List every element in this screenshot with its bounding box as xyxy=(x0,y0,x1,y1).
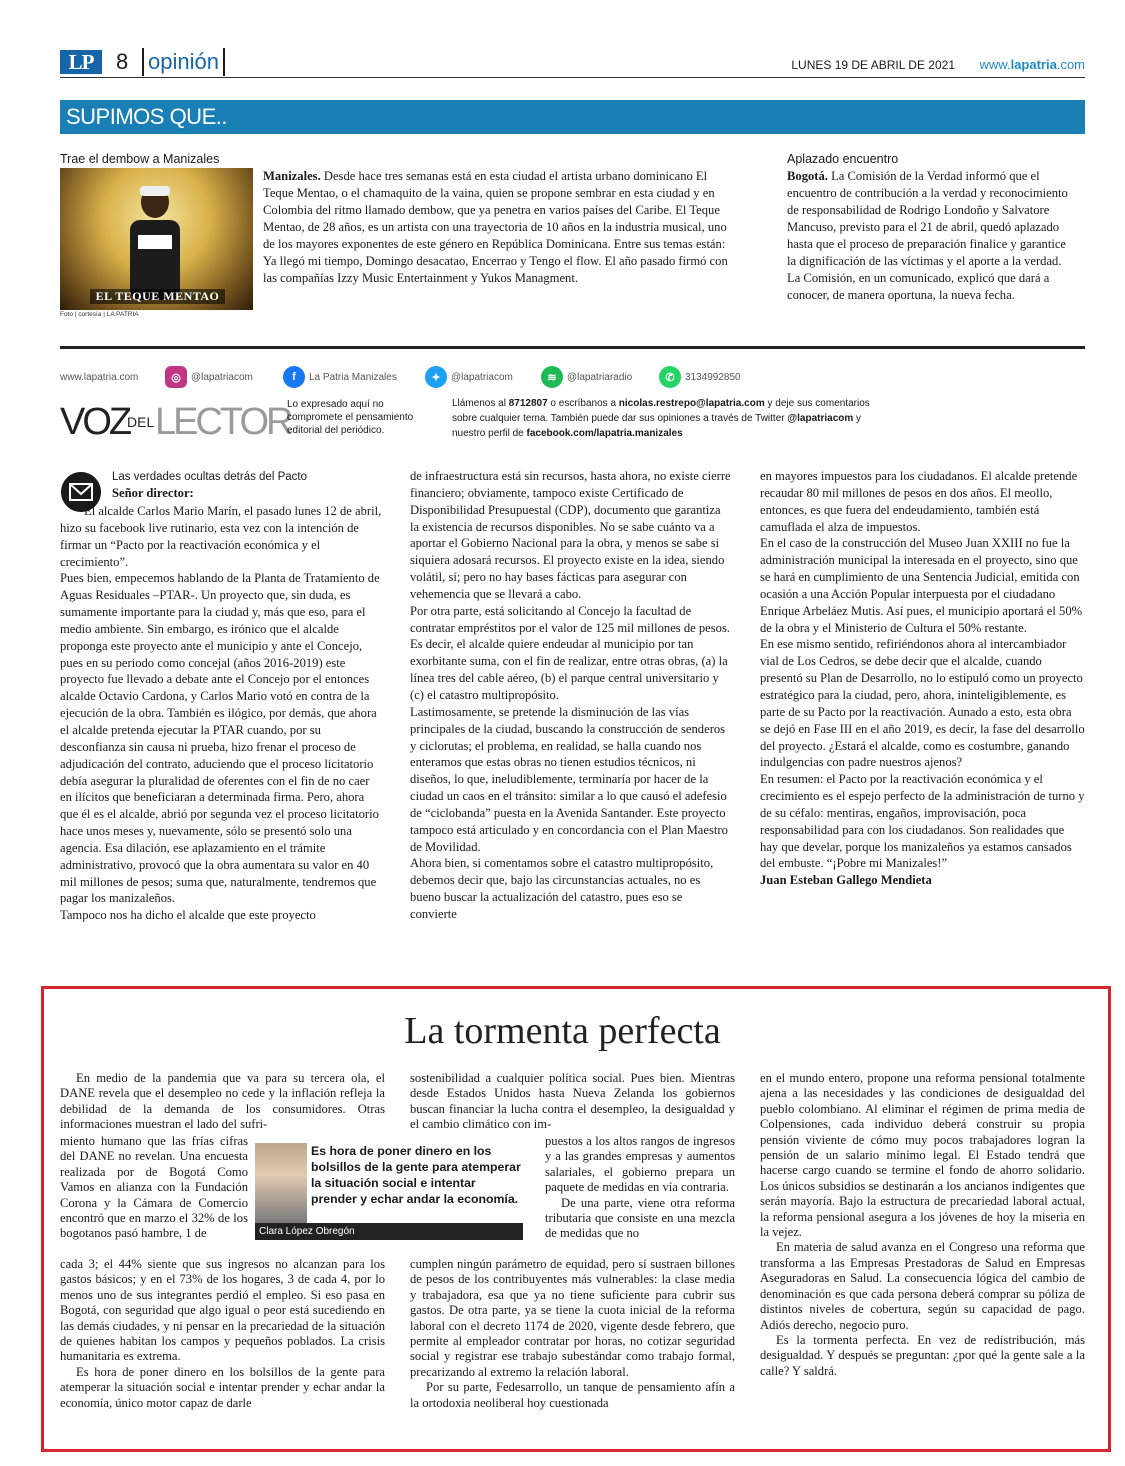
column-text: miento humano que las frías cifras del DANE no revelan. Una encuesta realizada por de Bogotá Como Vamos en alianza con la Fundación Corona y la Cámara de Comercio encontró que en marzo el 32% de los bogotanos pasó hambre, 1 de xyxy=(60,1134,248,1241)
brief-body: Bogotá. La Comisión de la Verdad informó que el encuentro de contribución a la verdad y reconocimiento de responsabilidad de Rodrigo Londoño y Salvatore Mancuso, previsto para el 21 de abril, quedó aplazado hasta que el proceso de preparación finalice y garantice la dignificación de las víctimas y el aporte a la verdad. La Comisión, en un comunicado, explicó que dará a conocer, de manera oportuna, la nueva fecha. xyxy=(787,169,1068,302)
letter-salutation: Señor director: xyxy=(112,486,194,500)
column-title: La tormenta perfecta xyxy=(404,1010,721,1052)
facebook-link[interactable]: facebook.com/lapatria.manizales xyxy=(526,428,683,439)
column-text: en el mundo entero, propone una reforma pensional totalmente ajena a las necesidades y las condiciones de desigualdad del pueblo colombiano. Al eliminar el régimen de prima media de Colpensiones, cada individuo deberá construir su propia pensión viviente de cómo muy pocos trabajadores logran la pensión de un salario mínimo legal. El Estado tendrá que hacerse cargo cuando se termine el fondo de ahorro solidario. Los únicos subsidios se destinarán a los ancianos indigentes que serán mayoría. Bajo la estructura de precariedad laboral actual, la reforma pensional asegura a los jóvenes de hoy la miseria en la vejez. En materia de salud avanza en el Congreso una reforma que transforma a las Empresas Prestadoras de Salud en Empresas Aseguradoras en Salud. La consecuencia lógica del cambio de denominación es que cada persona deberá comprar su póliza de distintos niveles de cobertura, según su capacidad de pago. Adiós derecho, negocio puro. Es la tormenta perfecta. En vez de redistribución, más desigualdad. Y después se preguntan: ¿por qué la gente sale a la calle? Y saldrá. xyxy=(760,1071,1085,1378)
letter-column-2: de infraestructura está sin recursos, hasta ahora, no existe cierre financiero; obviamente, tampoco existe Certificado de Disponibilidad Presupuestal (CDP), documento que garantiza la existencia de recursos disponibles. No se sabe cuánto va a aportar el Gobierno Nacional para la obra, y menos se sabe si siquiera adosará recursos. El proyecto existe en la idea, siendo volátil, sí; pero no hay bases fácticas para asegurar con vehemencia que se llevará a cabo. Por otra parte, está solicitando al Concejo la facultad de contratar empréstitos por el valor de 125 mil millones de pesos. Es decir, el alcalde quiere endeudar al municipio por tan exorbitante suma, con el fin de realizar, entre otras obras, (a) la línea tres del cable aéreo, (b) el parque central universitario y (c) el catastro multipropósito. Lastimosamente, se pretende la disminución de las vías principales de la ciudad, buscando la construcción de senderos y ciclorutas; el problema, en realidad, se halla cuando nos enteramos que estas obras no tienen estudios técnicos, ni diseños, lo que, ineludiblemente, terminaría por hacer de la ciudad un caos en el tránsito: similar a lo que causó el adefesio de “ciclobanda” puesta en la Avenida Santander. Este proyecto tampoco está articulado y en concordancia con el Plan Maestro de Movilidad. Ahora bien, si comentamos sobre el catastro multipropósito, debemos decir que, bajo las circunstancias actuales, no es bueno buscar la actualización del catastro, pues eso se convierte xyxy=(410,469,731,921)
pull-quote: Es hora de poner dinero en los bolsillos de la gente para atemperar la situación social e intentar prender y echar andar la economía. xyxy=(311,1144,521,1206)
facebook-icon: f xyxy=(283,366,305,388)
issue-date: LUNES 19 DE ABRIL DE 2021 xyxy=(791,58,955,72)
column-text: puestos a los altos rangos de ingresos y a las grandes empresas y aumentos salariales, el gobierno prepara un paquete de medidas en vía contraria. De una parte, viene otra reforma tributaria que consiste en una mezcla de medidas que no xyxy=(545,1134,735,1241)
photo-caption: EL TEQUE MENTAO xyxy=(90,289,225,304)
section-name: opinión xyxy=(142,48,225,76)
social-web[interactable]: www.lapatria.com xyxy=(60,371,139,383)
whatsapp-icon: ✆ xyxy=(659,366,681,388)
letter-kicker: Las verdades ocultas detrás del Pacto xyxy=(112,471,307,483)
social-facebook[interactable]: f La Patria Manizales xyxy=(283,365,397,389)
social-instagram[interactable]: ◎ @lapatriacom xyxy=(165,365,253,389)
social-twitter[interactable]: ✦ @lapatriacom xyxy=(425,365,513,389)
column-text: sostenibilidad a cualquier política social. Pues bien. Mientras desde Estados Unidos hasta Nueva Zelanda los gobiernos buscan financiar la lucha contra el desempleo, la desigualdad y el cambio climático con im- xyxy=(410,1071,735,1132)
letter-signature: Juan Esteban Gallego Mendieta xyxy=(760,873,932,888)
letter-column-3: en mayores impuestos para los ciudadanos. El alcalde pretende recaudar 80 mil millones de pesos en dos años. El meollo, entonces, es que fuera del endeudamiento, también está camuflada el alza de impuestos. En el caso de la construcción del Museo Juan XXIII no fue la administración municipal la interesada en el proyecto, sino que se hará en cumplimiento de una Sentencia Judicial, emitida con ocasión a una Acción Popular interpuesta por el ciudadano Enrique Arbeláez Mutis. Así pues, el municipio aportará el 50% de la obra y el Ministerio de Cultura el 50% restante. En ese mismo sentido, refiriéndonos ahora al intercambiador vial de Los Cedros, se debe decir que el alcalde, cuando presentó su Plan de Desarrollo, no lo estipuló como un proyecto estratégico para la ciudad, pero, ahora, ininteligiblemente, es parte de su Pacto por la reactivación. Aunado a esto, esta obra se dejó en Fase III en el año 2019, es decir, la fase del desarrollo del proyecto. ¿Estará el alcalde, como es costumbre, ganando indulgencias con padre nuestros ajenos? En resumen: el Pacto por la reactivación económica y el crecimiento es el espejo perfecto de la administración de turno y de su céfalo: mentiras, engaños, improvisación, poca responsabilidad para con los ciudadanos. Son realidades que hay que develar, porque los manizaleños ya estamos cansados del embuste. “¡Pobre mi Manizales!” Juan Esteban Gallego Mendieta xyxy=(760,469,1085,888)
author-box xyxy=(255,1143,523,1240)
person-silhouette-icon xyxy=(120,180,190,300)
masthead xyxy=(60,48,1085,78)
author-name: Clara López Obregón xyxy=(255,1223,523,1240)
artist-photo xyxy=(60,168,253,310)
twitter-icon: ✦ xyxy=(425,366,447,388)
column-text: En medio de la pandemia que va para su tercera ola, el DANE revela que el desempleo no cede y la inflación refleja la debilidad de la demanda de los consumidores. Otras informaciones muestran el lado del sufri- xyxy=(60,1071,385,1132)
social-whatsapp[interactable]: ✆ 3134992850 xyxy=(659,365,741,389)
photo-credit: Foto | cortesía | LA PATRIA xyxy=(60,311,139,318)
social-spotify[interactable]: ≋ @lapatriaradio xyxy=(541,365,632,389)
author-photo xyxy=(255,1143,307,1223)
letter-column-1: El alcalde Carlos Mario Marín, el pasado lunes 12 de abril, hizo su facebook live rutinario, esta vez con la intención de firmar un “Pacto por la reactivación económica y el crecimiento”. Pues bien, empecemos hablando de la Planta de Tratamiento de Aguas Residuales –PTAR-. Un proyecto que, sin duda, es sumamente importante para la ciudad y, más que eso, para el medio ambiente. Sin embargo, es irónico que el alcalde proponga este proyecto ante el municipio y ante el Concejo, pues en su periodo como concejal (años 2016-2019) este proyecto fue llevado a debate ante el Concejo por el entonces alcalde Octavio Cardona, y Carlos Mario votó en contra de la ejecución de la obra. También es ilógico, por demás, que ahora el alcalde pretenda ejecutar la PTAR cuando, por su desconfianza sin causa ni prueba, hizo frenar el proceso de adjudicación del contrato, aduciendo que el proceso licitatorio debía asegurar la pluralidad de oferentes con el fin de no caer en ilícitos que beneficiaran a determinada firma. Pero, ahora que él es el alcalde, abrió por segunda vez el proceso licitatorio hace unos meses y, nuevamente, sólo se presentó solo una agencia. Esa dilación, ese aplazamiento en el trámite administrativo, provocó que la obra aumentara su valor en 40 mil millones de pesos; suma que, naturalmente, tendremos que pagar los manizaleños. Tampoco nos ha dicho el alcalde que este proyecto xyxy=(60,504,382,923)
brief-body: Manizales. Desde hace tres semanas está en esta ciudad el artista urbano dominicano El Teque Mentao, o el chamaquito de la vaina, quien se propone sembrar en esta ciudad y en Colombia del ritmo llamado dembow, que ya penetra en varios países del Caribe. El Teque Mentao, de 28 años, es un artista con una trayectoria de 10 años en la industria musical, uno de los mayores exponentes de este género en República Dominicana. Entre sus temas están: Ya llegó mi tiempo, Domingo desacatao, Encerrao y Tengo el flow. El año pasado firmó con las compañías Izzy Music Entertainment y Yukos Managment. xyxy=(263,169,728,285)
brief-kicker: Aplazado encuentro xyxy=(787,152,899,166)
contact-email-link[interactable]: nicolas.restrepo@lapatria.com xyxy=(618,398,765,409)
voz-contact: Llámenos al 8712807 o escríbanos a nicolas.restrepo@lapatria.com y deje sus comentarios sobre cualquier tema. También puede dar sus opiniones a través de Twitter @lapatriacom y nuestro perfil de facebook.com/lapatria.manizales xyxy=(452,398,870,439)
instagram-icon: ◎ xyxy=(165,366,187,388)
section-divider xyxy=(60,346,1085,349)
spotify-icon: ≋ xyxy=(541,366,563,388)
website-link[interactable]: www.lapatria.com xyxy=(979,57,1085,72)
lp-logo: LP xyxy=(60,50,102,74)
column-text: cumplen ningún parámetro de equidad, pero sí sustraen billones de pesos de los contribuyentes más vulnerables: la clase media y trabajadora, esa que ya no tiene suficiente para cubrir sus gastos. De otra parte, ya se tiene la cuota inicial de la reforma laboral con el decreto 1174 de 2020, vigente desde febrero, que permite al empleador contratar por horas, no cotizar seguridad social y registrar ese trabajo subestándar como trabajo formal, precarizando al extremo la relación laboral. Por su parte, Fedesarrollo, un tanque de pensamiento afín a la ortodoxia neoliberal hoy cuestionada xyxy=(410,1257,735,1410)
voz-disclaimer: Lo expresado aquí no compromete el pensamiento editorial del periódico. xyxy=(287,399,414,436)
section-banner xyxy=(60,100,1085,134)
page-number: 8 xyxy=(116,49,129,74)
banner-title: SUPIMOS QUE.. xyxy=(66,104,227,129)
column-text: cada 3; el 44% siente que sus ingresos no alcanzan para los gastos básicos; y en el 73% de los hogares, 3 de cada 4, por lo menos uno de sus integrantes perdió el empleo. Si eso pasa en Bogotá, con seguridad que algo igual o peor está sucediendo en las demás ciudades, y ni pensar en la precariedad de la situación de quienes habitan los campos y pequeños poblados. La crisis humanitaria es extrema. Es hora de poner dinero en los bolsillos de la gente para atemperar la situación social e intentar prender y echar andar la economía, único motor capaz de darle xyxy=(60,1257,385,1410)
brief-kicker: Trae el dembow a Manizales xyxy=(60,152,220,166)
